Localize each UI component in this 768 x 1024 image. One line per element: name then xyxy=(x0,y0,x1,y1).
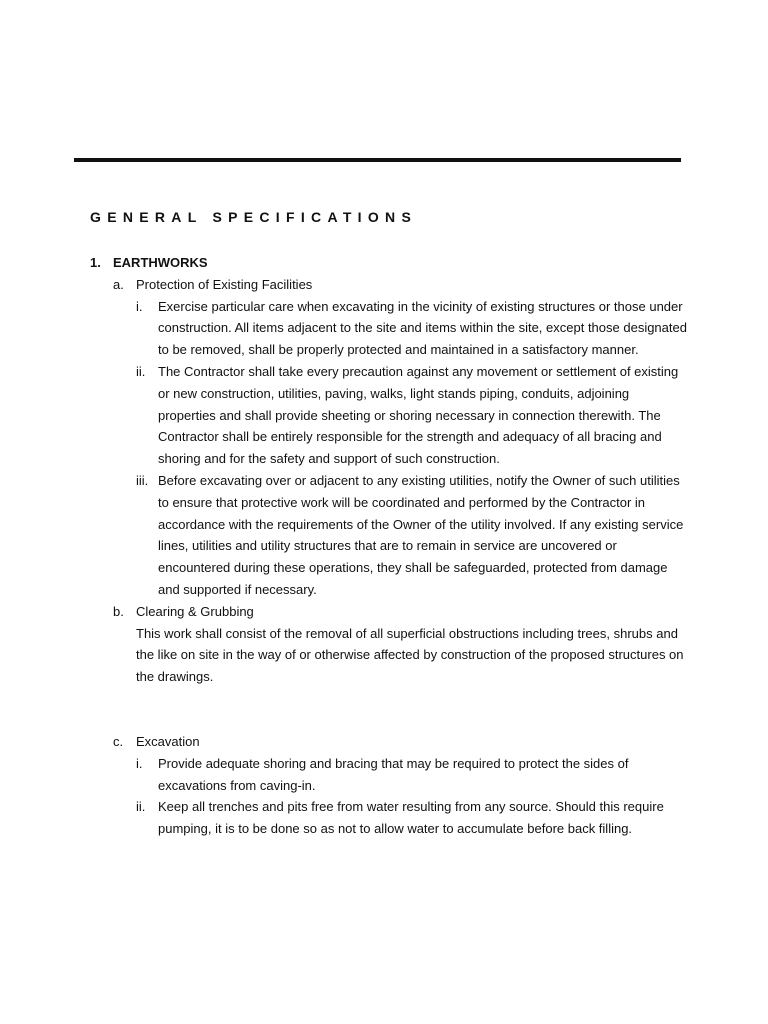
page-title: GENERAL SPECIFICATIONS xyxy=(90,209,418,225)
list-item xyxy=(136,753,690,797)
subsection-heading: Clearing & Grubbing xyxy=(136,603,254,619)
subsection-letter: b. xyxy=(113,603,124,619)
specification-body xyxy=(90,252,690,840)
item-text: Provide adequate shoring and bracing that may be required to protect the sides of excavations from caving-in. xyxy=(158,755,629,793)
section-number: 1. xyxy=(90,255,101,270)
subsection-clearing xyxy=(113,601,690,623)
list-item xyxy=(136,796,690,840)
list-item xyxy=(136,470,690,601)
list-item xyxy=(136,296,690,361)
item-text: Before excavating over or adjacent to any existing utilities, notify the Owner of such utilities to ensure that protective work will be coordinated and performed by the Contractor in accordance with the requirements of the Owner of the utility involved. If any existing service lines, utilities and utility structures that are to remain in service are uncovered or encountered during these operations, they shall be safeguarded, protected from damage and supported if necessary. xyxy=(158,472,684,597)
subsection-heading: Excavation xyxy=(136,733,200,749)
section-heading: EARTHWORKS xyxy=(113,255,208,270)
item-text: Keep all trenches and pits free from water resulting from any source. Should this require pumping, it is to be done so as not to allow water to accumulate before back filling. xyxy=(158,799,664,837)
subsection-heading: Protection of Existing Facilities xyxy=(136,276,313,292)
subsection-letter: c. xyxy=(113,733,124,749)
header-rule xyxy=(74,158,681,162)
spacer xyxy=(90,688,690,731)
list-item xyxy=(136,361,690,470)
item-numeral: i. xyxy=(136,298,143,314)
clearing-paragraph: This work shall consist of the removal of all superficial obstructions including trees, shrubs and the like on site in the way of or otherwise affected by construction of the proposed structures on the drawings. xyxy=(136,625,684,685)
item-text: Exercise particular care when excavating in the vicinity of existing structures or those under construction. All items adjacent to the site and items within the site, except those designated to be removed, shall be properly protected and maintained in a satisfactory manner. xyxy=(158,298,687,358)
subsection-excavation xyxy=(113,731,690,753)
subsection-protection xyxy=(113,274,690,296)
item-numeral: iii. xyxy=(136,472,149,488)
item-numeral: i. xyxy=(136,755,143,771)
item-numeral: ii. xyxy=(136,799,146,815)
section-earthworks xyxy=(90,252,690,274)
subsection-letter: a. xyxy=(113,276,124,292)
item-text: The Contractor shall take every precaution against any movement or settlement of existing or new construction, utilities, paving, walks, light stands piping, conduits, adjoining properties and shall provide sheeting or shoring necessary in connection therewith. The Contractor shall be entirely responsible for the strength and adequacy of all bracing and shoring and for the safety and support of such construction. xyxy=(158,363,679,467)
item-numeral: ii. xyxy=(136,363,146,379)
